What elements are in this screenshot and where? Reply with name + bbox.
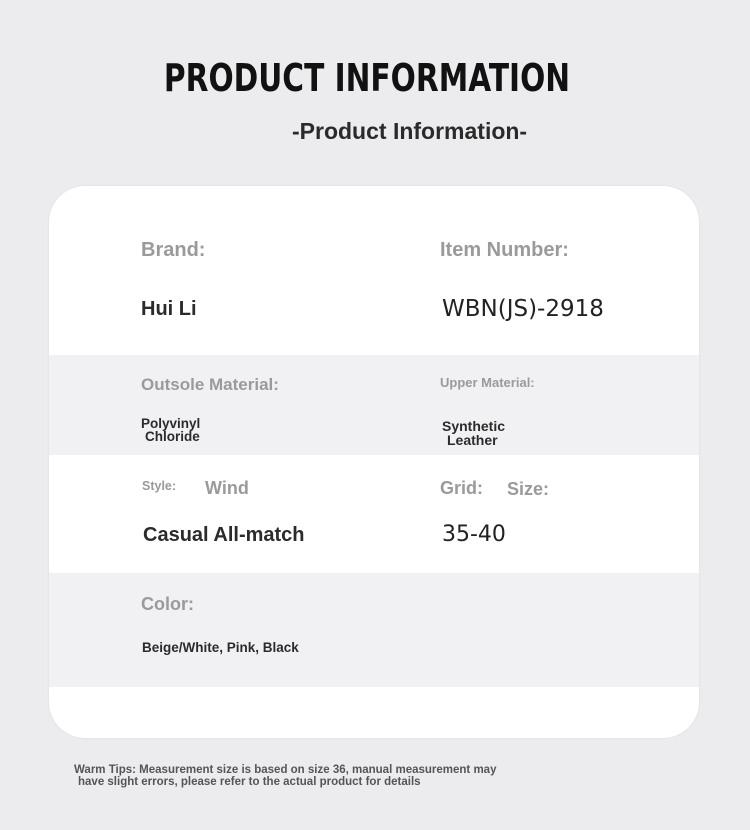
page-subtitle: -Product Information- — [292, 118, 528, 144]
grid-label: Grid: — [440, 478, 483, 498]
upper-material-label: Upper Material: — [440, 375, 535, 390]
style-label: Style: — [142, 479, 177, 493]
color-value: Beige/White, Pink, Black — [142, 640, 299, 655]
item-number-label: Item Number: — [440, 239, 569, 261]
row-band-color — [49, 573, 699, 687]
warm-tips-line2: have slight errors, please refer to the actual product for details — [78, 776, 421, 788]
size-value: 35-40 — [442, 522, 506, 547]
warm-tips — [74, 764, 496, 788]
outsole-material-label: Outsole Material: — [141, 375, 279, 394]
brand-label: Brand: — [141, 239, 206, 261]
upper-value-line2: Leather — [447, 432, 498, 448]
brand-value: Hui Li — [141, 298, 197, 320]
warm-tips-line1: Warm Tips: Measurement size is based on size 36, manual measurement may — [74, 764, 497, 776]
upper-value-line1: Synthetic — [442, 418, 506, 434]
page-title: PRODUCT INFORMATION — [163, 56, 571, 100]
outsole-value-line1: Polyvinyl — [141, 416, 201, 431]
outsole-material-value — [141, 417, 200, 443]
color-label: Color: — [141, 594, 194, 614]
size-label: Size: — [507, 479, 550, 499]
style-value: Casual All-match — [143, 524, 305, 546]
upper-material-value — [442, 419, 505, 447]
product-info-card — [49, 186, 699, 738]
outsole-value-line2: Chloride — [145, 429, 200, 444]
item-number-value: WBN(JS)-2918 — [442, 296, 604, 322]
style-label-wind: Wind — [205, 478, 249, 498]
